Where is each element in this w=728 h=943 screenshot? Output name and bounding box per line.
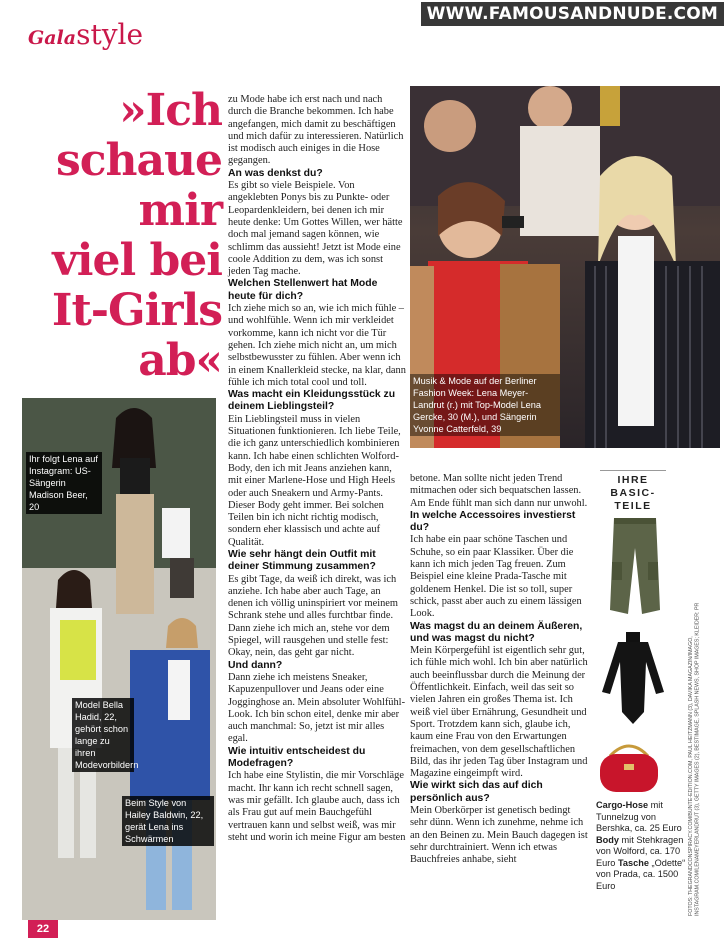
body-paragraph: betone. Man sollte nicht jeden Trend mitmachen oder sich bequatschen lassen. Am Ende fühlt man sich dann nur unwohl. xyxy=(410,473,588,509)
interview-question: Wie intuitiv entscheidest du Modefragen? xyxy=(228,745,366,770)
cargo-pants-image xyxy=(604,518,666,616)
interview-question: Welchen Stellenwert hat Mode heute für dich? xyxy=(228,278,378,302)
interview-question: Und dann? xyxy=(228,659,283,671)
photo-caption-hailey: Beim Style von Hailey Baldwin, 22, gerät Lena ins Schwärmen xyxy=(122,796,214,846)
body-paragraph: Es gibt so viele Beispiele. Von angeklebten Ponys bis zu Punkte- oder Leopardenkleidern, bei denen ich mir heute denke: Um Gottes Willen, wer hätte doch mal jemand sagen können, wie schlimm das aussieht! Jetzt ist Mode eine coole Addition zu dem, was ich sonst jeden Tag mache. xyxy=(228,180,403,278)
photo-caption-madison: Ihr folgt Lena auf Instagram: US-Sängerin Madison Beer, 20 xyxy=(26,452,102,514)
headline-line: mir xyxy=(138,185,222,236)
interview-question: Was magst du an deinem Äußeren, und was magst du nicht? xyxy=(410,620,583,644)
site-watermark: WWW.FAMOUSANDNUDE.COM xyxy=(421,2,724,26)
interview-question: In welche Accessoires investierst du? xyxy=(410,509,576,534)
photo-caption-top: Musik & Mode auf der Berliner Fashion Week: Lena Meyer-Landrut (r.) mit Top-Model Lena Gercke, 30 (M.), und Sängerin Yvonne Catterfeld, 39 xyxy=(410,374,560,436)
photo-credits: FOTOS: THEGRANDCONSPIRACY.COM/BUNTE-EDITION.COM, PAUL HEITZMANN (3), DAVIKA MAGAZIN/IMAGO, INSTAGRAM.COM/LENAMEYERLANDRUT (3), GETTY IMAGES (2), BESTIMAGE, SPLASH NEWS, SHOP IMAGES; KLEIDER: PR xyxy=(688,602,701,916)
product-name: Body xyxy=(596,834,619,845)
interview-question: An was denkst du? xyxy=(228,167,323,179)
interview-question: Wie wirkt sich das auf dich persönlich aus? xyxy=(410,780,543,804)
article-column-1 xyxy=(228,94,406,844)
body-paragraph: Ich habe eine Stylistin, die mir Vorschläge macht. Ihr kann ich recht schnell sagen, was mir gefällt. Ich glaube auch, dass ich als Frau gut auf mein Bauchgefühl vertrauen kann und selbst weiß, was mir steht und worin ich meine Figur am besten xyxy=(228,770,406,843)
body-paragraph: Dann ziehe ich meistens Sneaker, Kapuzenpullover und Jeans oder eine Jogginghose an. Mein absoluter Wohlfühl-Look. Ich bin schon eitel, denke mir aber auch manchmal: So, jetzt ist mir alles egal. xyxy=(228,671,406,745)
brand-gala: Gala xyxy=(28,27,77,49)
brand-style: style xyxy=(76,18,144,51)
body-paragraph: Ich ziehe mich so an, wie ich mich fühle – und wohlfühle. Wenn ich mir verkleidet vorkomme, kann ich nicht vor die Tür gehen. Ich ziehe mich nicht an, um mich selbstbewusster zu fühlen. Aber wenn ich in einem Knallerkleid stecke, na klar, dann fühle ich mich total cool und toll. xyxy=(228,303,406,388)
photo-caption-bella: Model Bella Hadid, 22, gehört schon lange zu ihren Modevorbildern xyxy=(72,698,134,772)
body-paragraph: Mein Oberkörper ist genetisch bedingt sehr dünn. Wenn ich zunehme, nehme ich an den Beinen zu. Mein Bauch dagegen ist sehr durchtrainiert. Wenn ich etwas Bauchfreies anhabe, sieht xyxy=(410,805,588,866)
turtleneck-body-image xyxy=(598,632,668,726)
headline-line: viel bei xyxy=(52,235,222,286)
magazine-brand xyxy=(28,18,143,51)
headline xyxy=(46,86,222,386)
product-name: Tasche xyxy=(617,857,649,868)
page-number: 22 xyxy=(28,920,58,938)
basics-product-list xyxy=(596,800,686,892)
product-description: mit Stehkragen von Wolford, ca. 170 Euro xyxy=(596,834,684,868)
body-paragraph: Es gibt Tage, da weiß ich direkt, was ich anziehe. Ich habe aber auch Tage, an denen ich völlig uninspiriert vor meinem Schrank stehe und alles furchtbar finde. Dann ziehe ich mich an, stehe vor dem Spiegel, will rausgehen und stelle fest: Okay, nein, das geht gar nicht. xyxy=(228,573,398,659)
body-paragraph: Ich habe ein paar schöne Taschen und Schuhe, so ein paar Klassiker. Über die kann ich mich jeden Tag freuen. Zum Beispiel eine kleine Prada-Tasche mit goldenem Henkel. Die ist so toll, super schick, passt aber auch zu einem lässigen Look. xyxy=(410,534,582,620)
product-name: Cargo-Hose xyxy=(596,800,649,810)
headline-line: ab« xyxy=(138,335,222,386)
interview-question: Wie sehr hängt dein Outfit mit deiner Stimmung zusammen? xyxy=(228,548,376,573)
headline-line: »Ich xyxy=(119,85,222,136)
product-description: „Odette“ von Prada, ca. 1500 Euro xyxy=(596,857,686,891)
body-paragraph: zu Mode habe ich erst nach und nach durch die Branche bekommen. Ich habe angefangen, mich damit zu beschäftigen und mich dafür zu interessieren. Natürlich ist modisch auch einiges in die Hose gegangen. xyxy=(228,94,404,167)
basics-divider xyxy=(600,470,666,471)
body-paragraph: Mein Körpergefühl ist eigentlich sehr gut, ich fühle mich wohl. Ich bin aber natürlich auch beeinflussbar durch die Meinung der Öffentlichkeit. Einfach, weil das seit so vielen Jahren ein großes Thema ist. Ich weiß viel über Ernährung, Gesundheit und Sport. Trotzdem kann sich, glaube ich, kaum eine Frau von den Erwartungen freimachen, von dem gesellschaftlichen Bild, das ihr jeden Tag über Instagram und Magazine eingeimpft wird. xyxy=(410,645,588,780)
article-column-2 xyxy=(410,473,588,867)
headline-line: It-Girls xyxy=(51,285,222,336)
prada-bag-image xyxy=(596,736,662,794)
basics-title: IHRE BASIC-TEILE xyxy=(610,474,656,512)
product-description: mit Tunnelzug von Bershka, ca. 25 Euro xyxy=(596,800,682,833)
interview-question: Was macht ein Kleidungsstück zu deinem Lieblingsteil? xyxy=(228,389,396,413)
headline-line: schaue xyxy=(55,135,222,186)
body-paragraph: Ein Lieblingsteil muss in vielen Situationen funktionieren. Ich liebe Teile, die ich ganz unterschiedlich kombinieren kann. Ich habe einen schlichten Wolford-Body, den ich mit Jeans anziehen kann, mit einer Marlene-Hose und High Heels oder auch Sneakern und Army-Pants. Dieser Body geht immer. Bei solchen Teilen bin ich nicht richtig modisch, sondern eher klassisch und achte auf Qualität. xyxy=(228,413,401,548)
